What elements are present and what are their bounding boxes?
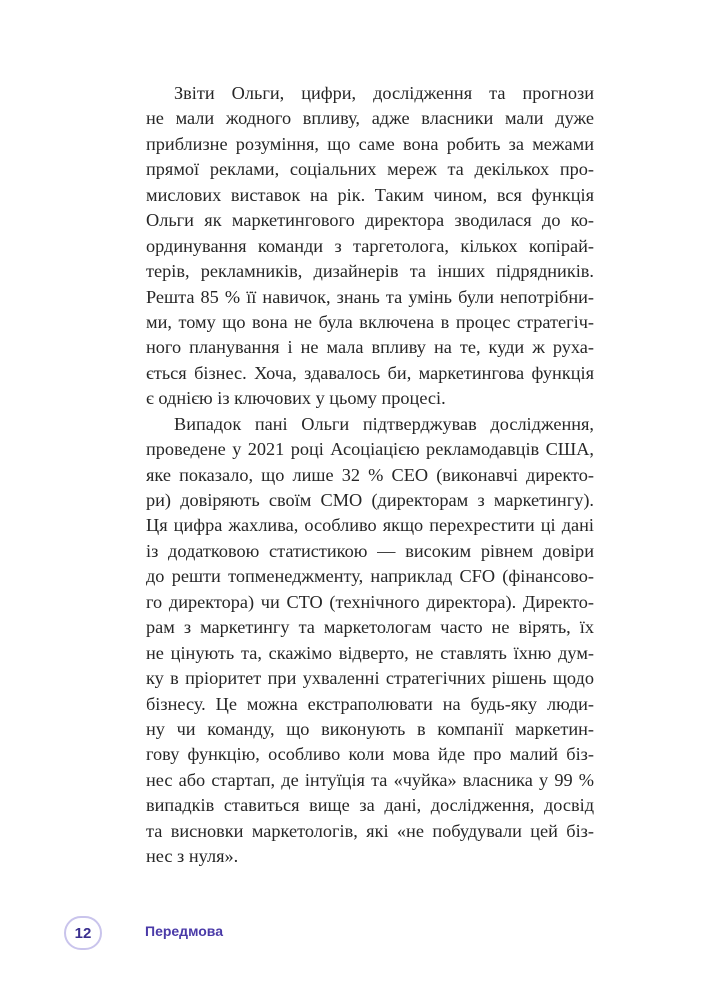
text-line: випадків ставиться вище за дані, дослідження, досвід [146,795,594,816]
text-line: ку в пріоритет при ухваленні стратегічних рішень щодо [146,668,594,689]
text-line: ри) довіряють своїм CMO (директорам з маркетингу). [146,490,594,510]
text-line: проведене у 2021 році Асоціацією рекламодавців США, [146,439,594,460]
text-line: яке показало, що лише 32 % CEO (виконавчі директо- [146,464,594,485]
text-line: бізнесу. Це можна екстраполювати на будь-яку люди- [146,693,594,714]
text-line: приблизне розуміння, що саме вона робить за межами [146,133,594,154]
text-line: Ця цифра жахлива, особливо якщо перехрестити ці дані [146,515,594,536]
text-line: гову функцію, особливо коли мова йде про малий біз- [146,744,594,765]
text-line: ми, тому що вона не була включена в процес стратегіч- [146,311,594,332]
text-line: нес або стартап, де інтуїція та «чуйка» власника у 99 % [146,769,594,790]
text-line: Ольги як маркетингового директора зводилася до ко- [146,210,594,231]
text-line: нес з нуля». [146,846,239,867]
text-line: не мали жодного впливу, адже власники мали дуже [146,108,594,129]
text-line: із додатковою статистикою — високим рівнем довіри [146,540,594,561]
text-line: Випадок пані Ольги підтверджував дослідження, [174,413,594,434]
text-line: терів, рекламників, дизайнерів та інших підрядників. [146,261,594,282]
text-line: не цінують та, скажімо відверто, не ставлять їхню дум- [146,642,594,663]
text-line: го директора) чи CTO (технічного директора). Директо- [146,591,594,612]
text-line: ється бізнес. Хоча, здавалось би, маркетингова функція [146,362,594,383]
text-line: Звіти Ольги, цифри, дослідження та прогнози [174,83,594,103]
text-line: мислових виставок на рік. Таким чином, вся функція [146,184,594,205]
text-line: прямої реклами, соціальних мереж та декількох про- [146,159,594,180]
paragraph [146,81,594,412]
section-title: Передмова [145,923,224,939]
text-line: та висновки маркетологів, які «не побудували цей біз- [146,820,594,841]
text-line: є однією із ключових у цьому процесі. [146,388,446,409]
text-line: ну чи команду, що виконують в компанії маркетин- [146,718,594,739]
text-line: ного планування і не мала впливу на те, куди ж руха- [146,337,594,358]
paragraph [146,412,594,870]
page-number: 12 [64,916,102,950]
text-line: ординування команди з таргетолога, кількох копірай- [146,235,594,256]
body-text [146,81,594,870]
text-line: Решта 85 % її навичок, знань та умінь були непотрібни- [146,286,594,307]
text-line: рам з маркетингу та маркетологам часто не вірять, їх [146,617,594,638]
text-line: до решти топменеджменту, наприклад CFO (фінансово- [146,566,594,587]
